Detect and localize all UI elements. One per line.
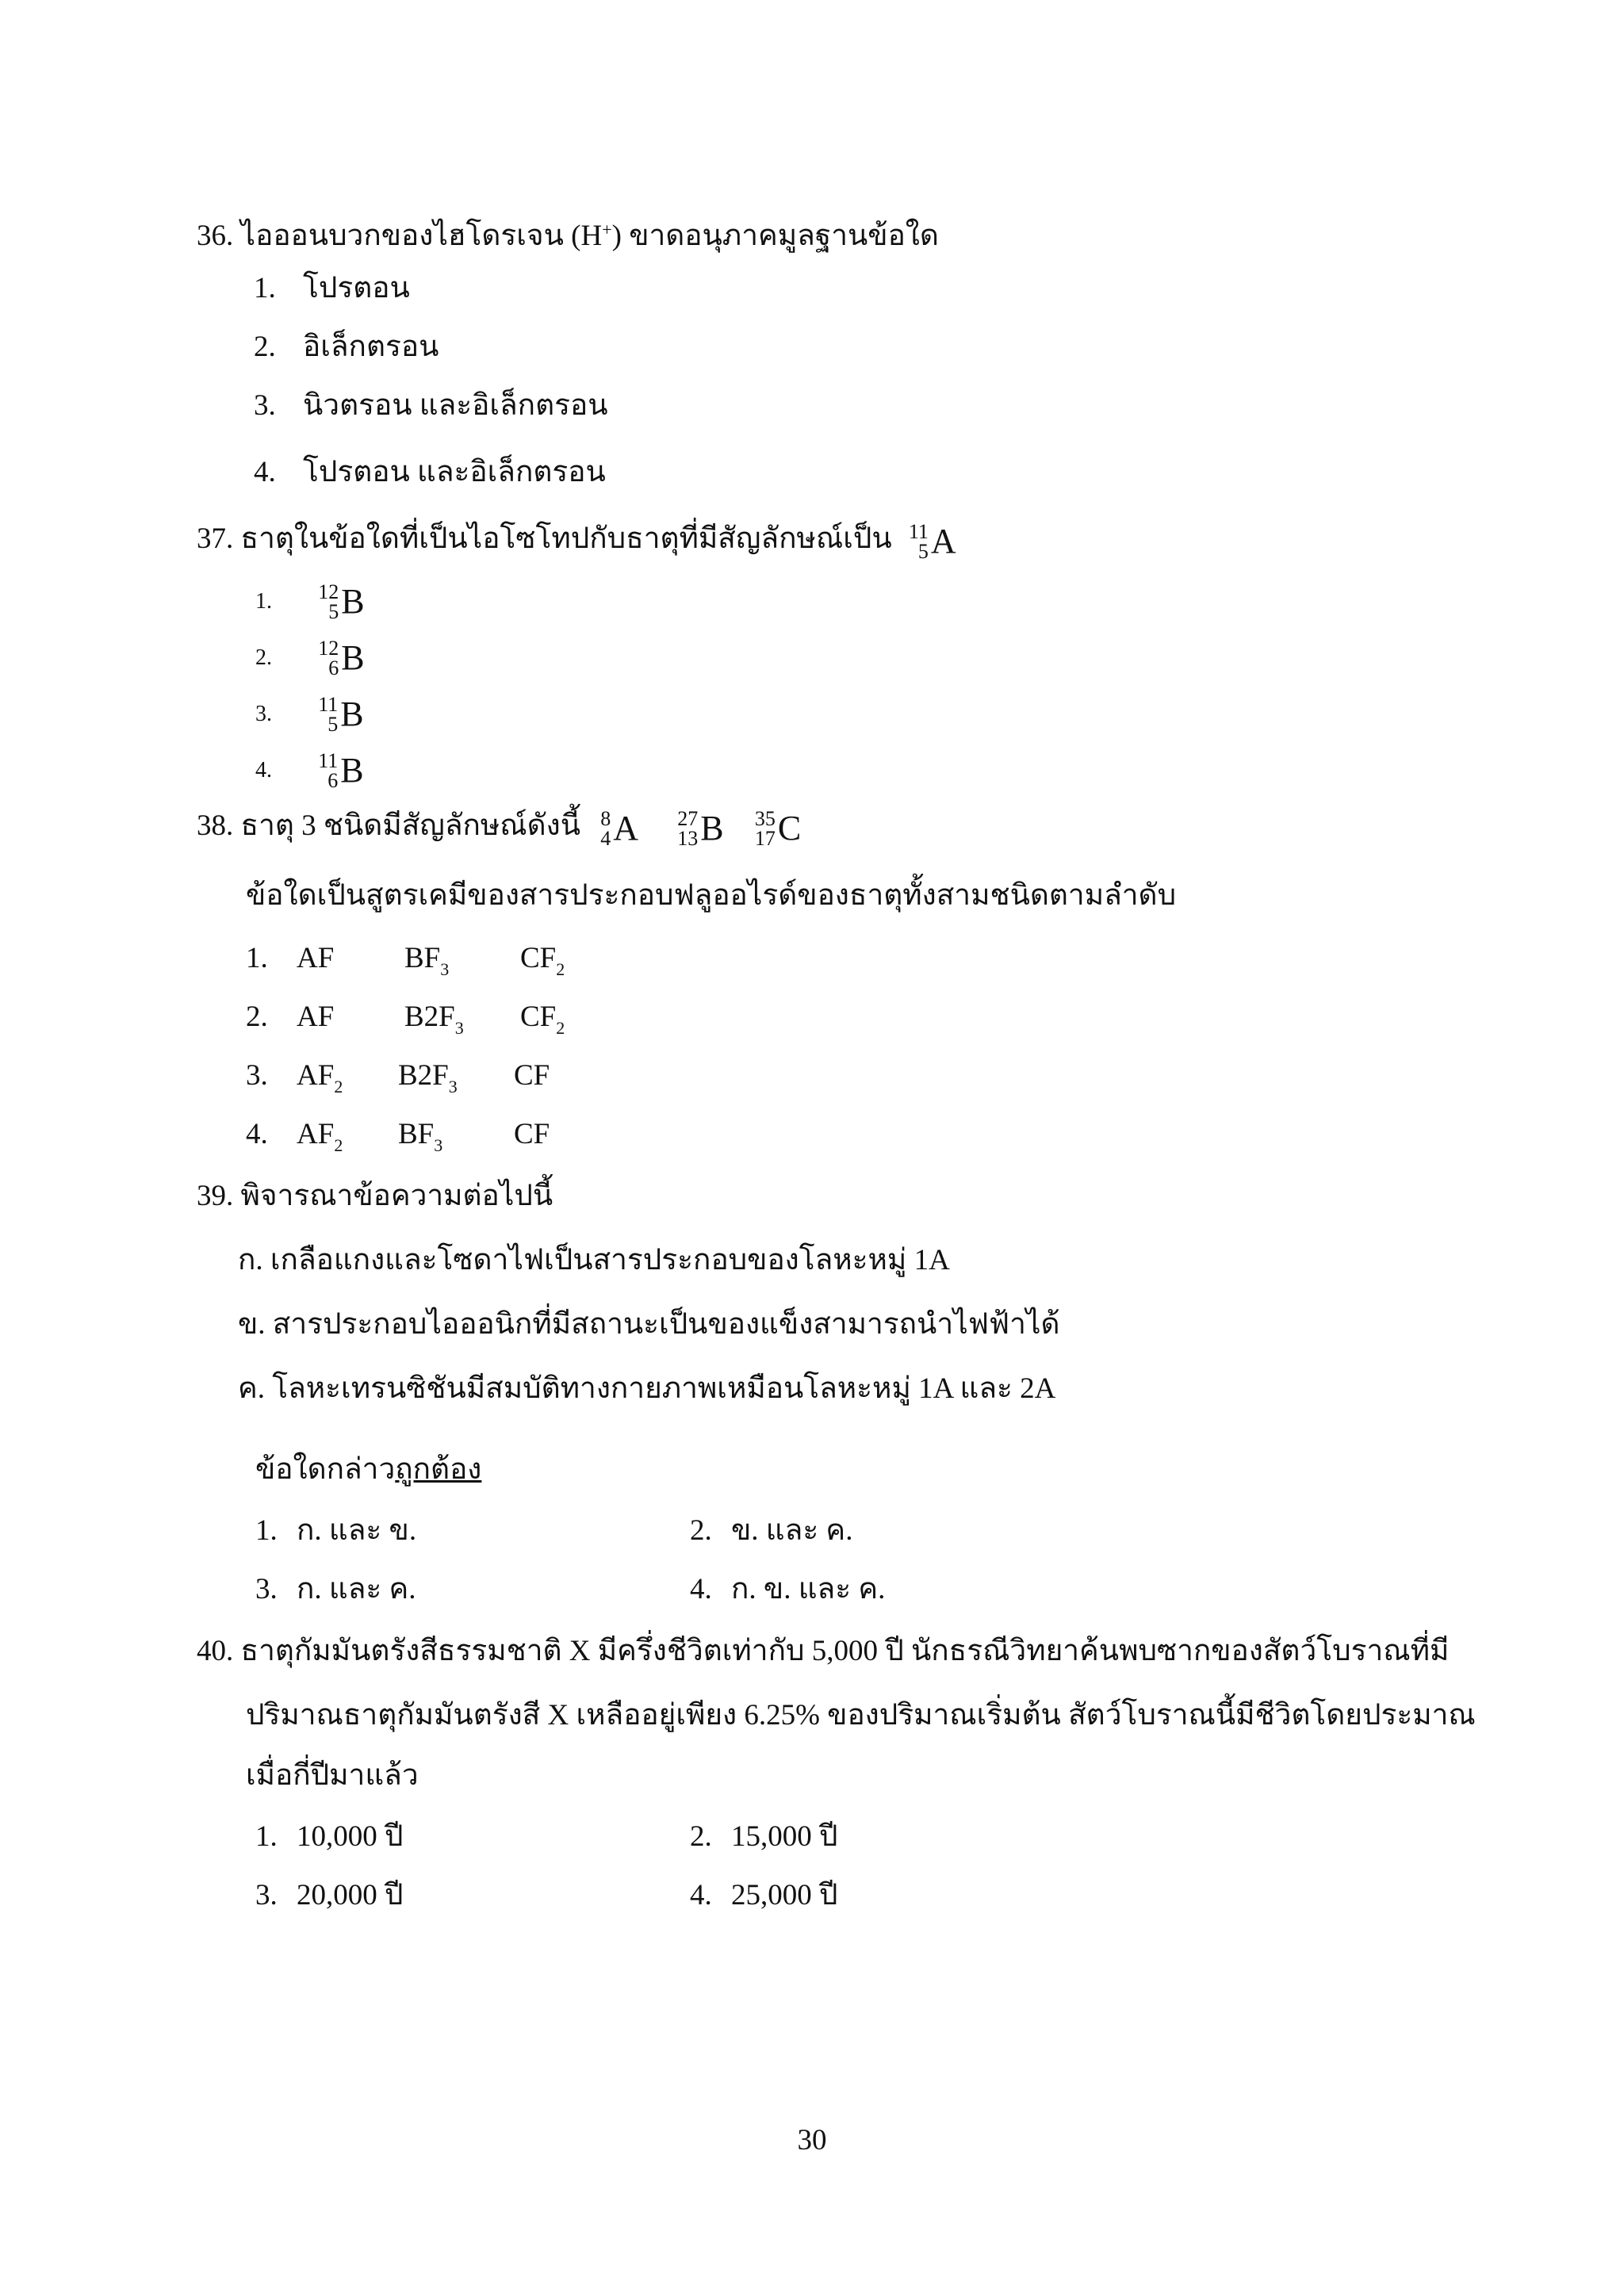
nuclide-symbol: 11 5 A: [908, 519, 956, 563]
superscript: +: [602, 220, 612, 239]
option-number: 2.: [255, 645, 272, 670]
question-40: [197, 1632, 1449, 1670]
question-text: ธาตุกัมมันตรังสีธรรมชาติ X มีครึ่งชีวิตเท่ากับ 5,000 ปี นักธรณีวิทยาค้นพบซากของสัตว์โบราณที่มี: [240, 1635, 1450, 1667]
option-number: 4.: [254, 456, 276, 488]
page-number: 30: [797, 2124, 827, 2156]
nuclide-symbol: 12 6 B: [318, 636, 365, 679]
question-40-line-2: ปริมาณธาตุกัมมันตรังสี X เหลืออยู่เพียง 6.25% ของปริมาณเริ่มต้น สัตว์โบราณนี้มีชีวิตโดยประมาณ: [246, 1699, 1476, 1732]
option-text: นิวตรอน และอิเล็กตรอน: [303, 389, 608, 422]
option-39-2: 2. ข. และ ค.: [690, 1514, 853, 1547]
question-39-prompt: ข้อใดกล่าวถูกต้อง: [255, 1453, 482, 1486]
option-number: 3.: [255, 702, 272, 726]
option-37-1: [255, 580, 365, 622]
option-39-3: 3. ก. และ ค.: [255, 1573, 416, 1605]
nuclide-symbol: 11 5 B: [318, 692, 364, 736]
option-40-2: 2. 15,000 ปี: [690, 1820, 838, 1853]
option-38-4: 4. $AF_2$ $BF_3$ CF: [246, 1118, 550, 1155]
question-38: [197, 807, 801, 848]
question-40-line-3: เมื่อกี่ปีมาแล้ว: [246, 1759, 419, 1792]
option-number: 3.: [254, 389, 276, 422]
option-38-1: 1. AF $BF_3$ $CF_2$: [246, 942, 565, 979]
option-37-3: [255, 693, 364, 734]
option-number: 1.: [254, 272, 276, 304]
statement-kho-khwai: ค. โลหะเทรนซิชันมีสมบัติทางกายภาพเหมือนโลหะหมู่ 1A และ 2A: [238, 1372, 1056, 1405]
question-text: พิจารณาข้อความต่อไปนี้: [240, 1180, 553, 1212]
question-text-end: ) ขาดอนุภาคมูลฐานข้อใด: [611, 220, 939, 252]
question-number: 36.: [197, 220, 234, 252]
option-39-1: 1. ก. และ ข.: [255, 1514, 417, 1547]
option-40-4: 4. 25,000 ปี: [690, 1879, 838, 1911]
question-38-prompt: ข้อใดเป็นสูตรเคมีของสารประกอบฟลูออไรด์ของธาตุทั้งสามชนิดตามลำดับ: [246, 879, 1177, 912]
option-number: 4.: [255, 758, 272, 783]
option-text: อิเล็กตรอน: [303, 331, 439, 363]
underlined-word: ถูกต้อง: [395, 1453, 482, 1486]
question-text: ไอออนบวกของไฮโดรเจน (H: [240, 220, 603, 252]
option-36-4: [254, 453, 606, 492]
question-text: ธาตุในข้อใดที่เป็นไอโซโทปกับธาตุที่มีสัญลักษณ์เป็น: [240, 522, 892, 555]
question-36: [197, 211, 939, 255]
nuclide-symbol: 12 5 B: [318, 580, 365, 623]
nuclide-symbol: 11 6 B: [318, 748, 364, 792]
option-36-2: [254, 328, 439, 366]
nuclide-symbol: 27 13 B: [677, 806, 724, 850]
option-38-2: 2. AF $B2F_3$ $CF_2$: [246, 1001, 565, 1038]
option-text: โปรตอน: [303, 272, 410, 304]
nuclide-symbol: 8 4 A: [600, 806, 639, 850]
question-number: 40.: [197, 1635, 234, 1667]
statement-kho: ข. สารประกอบไอออนิกที่มีสถานะเป็นของแข็งสามารถนำไฟฟ้าได้: [238, 1308, 1060, 1341]
option-text: โปรตอน และอิเล็กตรอน: [303, 456, 606, 488]
option-38-3: 3. $AF_2$ $B2F_3$ CF: [246, 1059, 550, 1096]
question-number: 39.: [197, 1180, 234, 1212]
option-40-1: 1. 10,000 ปี: [255, 1820, 404, 1853]
option-36-1: [254, 270, 410, 308]
option-number: 1.: [255, 589, 272, 614]
nuclide-symbol: 35 17 C: [754, 806, 802, 850]
option-number: 2.: [254, 331, 276, 363]
option-39-4: 4. ก. ข. และ ค.: [690, 1573, 886, 1605]
option-37-2: [255, 637, 365, 678]
question-39: [197, 1177, 553, 1215]
statement-ko: ก. เกลือแกงและโซดาไฟเป็นสารประกอบของโลหะหมู่ 1A: [238, 1244, 950, 1276]
option-36-3: [254, 387, 608, 425]
question-number: 37.: [197, 522, 234, 555]
question-number: 38.: [197, 809, 234, 842]
option-37-4: [255, 749, 364, 790]
question-37: [197, 520, 956, 561]
question-text: ธาตุ 3 ชนิดมีสัญลักษณ์ดังนี้: [240, 809, 580, 842]
option-40-3: 3. 20,000 ปี: [255, 1879, 404, 1911]
